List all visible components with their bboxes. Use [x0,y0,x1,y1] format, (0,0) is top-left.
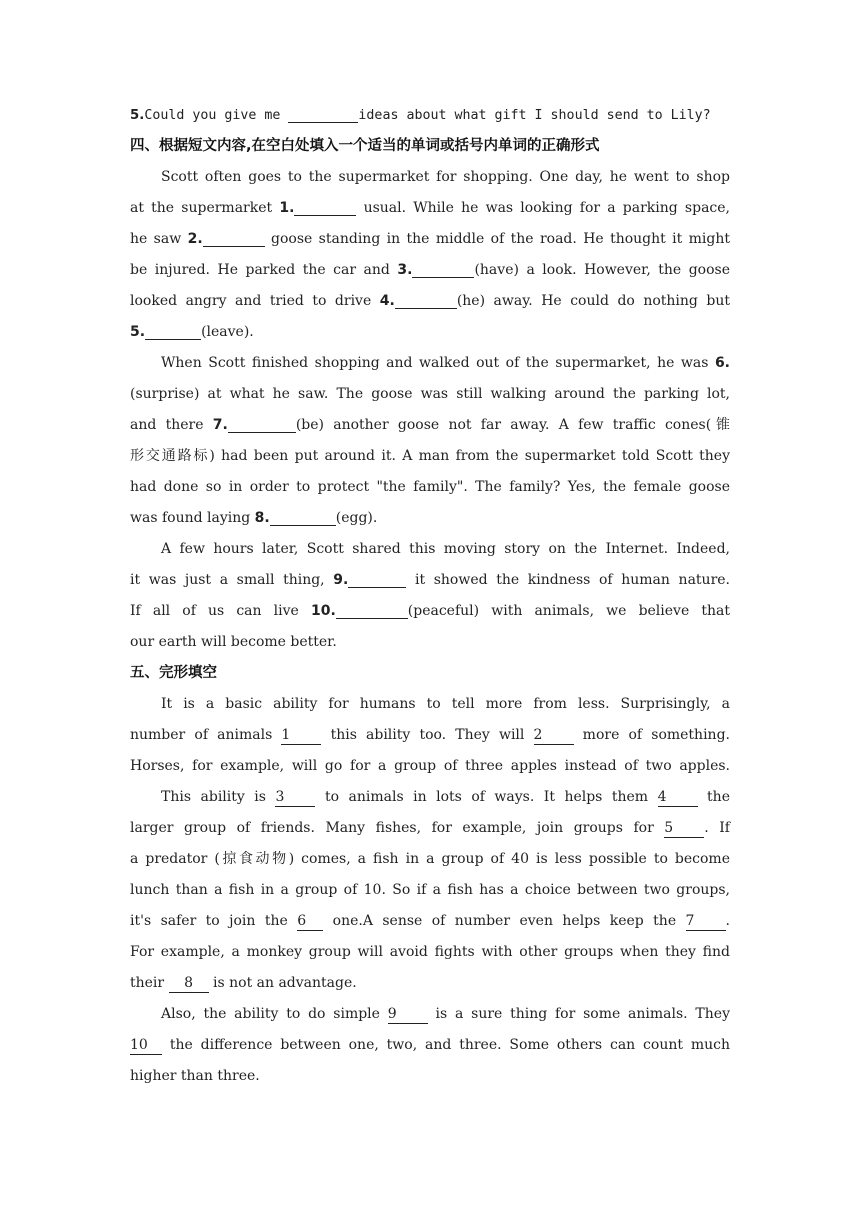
blank-7[interactable] [228,415,296,433]
blank-8[interactable] [270,508,336,526]
blank-answer[interactable] [288,105,358,123]
cloze-paragraph-1: It is a basic ability for humans to tell more from less. Surprisingly, a number of animals 1 this ability too. They will 2 more of something. Horses, for example, will go for a group of three apples instead of two apples. [130,696,730,774]
worksheet-page [130,100,730,1092]
cloze-blank-3[interactable]: 3 [275,788,315,807]
section-4-passage-paragraph-1: Scott often goes to the supermarket for shopping. One day, he went to shop at the supermarket 1. usual. While he was looking for a parking space, he saw 2. goose standing in the middle of the road. He thought it might be injured. He parked the car and 3. (have) a look. However, the goose looked angry and tried to drive 4. (he) away. He could do nothing but 5. (leave). [130,169,730,340]
section-4-passage-paragraph-2: When Scott finished shopping and walked out of the supermarket, he was 6. (surprise) at what he saw. The goose was still walking around the parking lot, and there 7. (be) another goose not far away. A few traffic cones(锥 形交通路标) had been put around it. A man from the supermarket told Scott they had done so in order to protect "the family". The family? Yes, the female goose was found laying 8. (egg). [130,355,730,526]
question-5: 5.Could you give me ideas about what gift I should send to Lily? [130,100,730,131]
section-5-heading: 五、完形填空 [130,665,217,681]
cloze-blank-10[interactable]: 10 [130,1036,162,1055]
cloze-blank-8[interactable]: 8 [169,974,209,993]
blank-5[interactable] [145,322,201,340]
blank-2[interactable] [203,229,265,247]
cloze-paragraph-2: This ability is 3 to animals in lots of ways. It helps them 4 the larger group of friends. Many fishes, for example, join groups for 5 . If a predator (掠食动物) comes, a fish in a group of 40 is less possible to become lunch than a fish in a group of 10. So if a fish has a choice between two groups, it's safer to join the 6 one.A sense of number even helps keep the 7 . For example, a monkey group will avoid fights with other groups when they find their 8 is not an advantage. [130,789,730,991]
section-4-passage-paragraph-3: A few hours later, Scott shared this moving story on the Internet. Indeed, it was just a small thing, 9. it showed the kindness of human nature. If all of us can live 10. (peaceful) with animals, we believe that our earth will become better. [130,541,730,650]
cloze-blank-5[interactable]: 5 [664,819,704,838]
cloze-blank-1[interactable]: 1 [281,726,321,745]
cloze-blank-4[interactable]: 4 [658,788,698,807]
cloze-blank-9[interactable]: 9 [388,1005,428,1024]
blank-9[interactable] [348,570,406,588]
cloze-blank-2[interactable]: 2 [534,726,574,745]
cloze-paragraph-3: Also, the ability to do simple 9 is a sure thing for some animals. They 10 the difference between one, two, and three. Some others can count much higher than three. [130,1006,730,1084]
blank-3[interactable] [412,260,474,278]
section-4-heading: 四、根据短文内容,在空白处填入一个适当的单词或括号内单词的正确形式 [130,138,600,154]
blank-1[interactable] [294,198,356,216]
cloze-blank-7[interactable]: 7 [686,912,726,931]
blank-4[interactable] [395,291,457,309]
cloze-blank-6[interactable]: 6 [297,912,323,931]
blank-10[interactable] [336,601,408,619]
